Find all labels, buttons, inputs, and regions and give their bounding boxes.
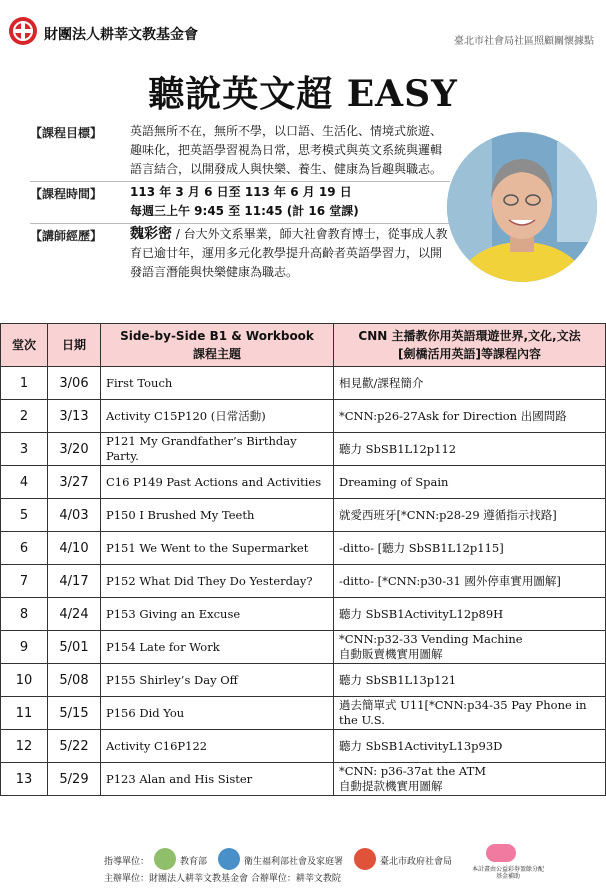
header-session: 堂次 <box>1 324 48 367</box>
cell-topic: P123 Alan and His Sister <box>101 763 334 796</box>
goal-label: 【課程目標】 <box>30 126 103 140</box>
lottery-note: 本計畫由公益彩券盈餘分配基金補助 <box>471 866 544 880</box>
cell-session: 4 <box>1 466 48 499</box>
cell-date: 4/10 <box>48 532 101 565</box>
cell-content: 聽力 SbSB1ActivityL12p89H <box>334 598 606 631</box>
cell-content: 相見歡/課程簡介 <box>334 367 606 400</box>
table-row <box>1 532 606 565</box>
cell-content: *CNN:p26-27Ask for Direction 出國問路 <box>334 400 606 433</box>
footer <box>0 840 606 889</box>
mohw-emblem-icon <box>218 848 240 870</box>
cell-content: 聽力 SbSB1L12p112 <box>334 433 606 466</box>
instructor-label: 【講師經歷】 <box>30 229 103 243</box>
cell-session: 3 <box>1 433 48 466</box>
cell-content: Dreaming of Spain <box>334 466 606 499</box>
cell-content: 過去簡單式 U11[*CNN:p34-35 Pay Phone in the U.S. <box>334 697 606 730</box>
header-topic-line1: Side-by-Side B1 & Workbook <box>120 329 314 343</box>
guide-unit-mohw: 衛生福利部社會及家庭署 <box>244 857 344 867</box>
cell-content: *CNN:p32-33 Vending Machine 自動販賣機實用圖解 <box>334 631 606 664</box>
table-row <box>1 697 606 730</box>
cell-content: -ditto- [聽力 SbSB1L12p115] <box>334 532 606 565</box>
cell-topic: Activity C16P122 <box>101 730 334 763</box>
cell-session: 11 <box>1 697 48 730</box>
table-row <box>1 598 606 631</box>
cell-content: -ditto- [*CNN:p30-31 國外停車實用圖解] <box>334 565 606 598</box>
instructor-bio: / 台大外文系畢業，師大社會教育博士，從事成人教育已逾廿年，運用多元化教學提升高齡者英語學習力，以開發語言潛能與快樂健康為職志。 <box>130 227 448 279</box>
cell-date: 5/22 <box>48 730 101 763</box>
cell-topic: First Touch <box>101 367 334 400</box>
guide-label: 指導單位： <box>104 857 150 867</box>
header-content-line2: [劍橋活用英語]等課程內容 <box>398 347 541 361</box>
instructor-name: 魏彩密 <box>130 226 172 242</box>
cell-date: 4/03 <box>48 499 101 532</box>
cell-session: 6 <box>1 532 48 565</box>
cell-topic: P152 What Did They Do Yesterday? <box>101 565 334 598</box>
cell-topic: Activity C15P120 (日常活動) <box>101 400 334 433</box>
header-topic <box>101 324 334 367</box>
cell-session: 10 <box>1 664 48 697</box>
time-schedule: 每週三上午 9:45 至 11:45 (計 16 堂課) <box>130 204 359 218</box>
header-topic-line2: 課程主題 <box>192 347 241 361</box>
instructor-row <box>30 224 450 284</box>
time-dates: 113 年 3 月 6 日至 113 年 6 月 19 日 <box>130 185 352 199</box>
cell-session: 5 <box>1 499 48 532</box>
cell-topic: P155 Shirley’s Day Off <box>101 664 334 697</box>
cell-date: 3/13 <box>48 400 101 433</box>
cell-content: *CNN: p36-37at the ATM 自動提款機實用圖解 <box>334 763 606 796</box>
header-date: 日期 <box>48 324 101 367</box>
course-info <box>30 121 450 284</box>
table-header-row <box>1 324 606 367</box>
cell-date: 3/06 <box>48 367 101 400</box>
table-row <box>1 664 606 697</box>
table-row <box>1 763 606 796</box>
foundation-logo-icon <box>8 16 38 46</box>
header <box>0 0 606 60</box>
time-row <box>30 182 450 224</box>
cell-date: 3/27 <box>48 466 101 499</box>
cell-topic: P151 We Went to the Supermarket <box>101 532 334 565</box>
instructor-portrait-icon <box>447 132 597 282</box>
cell-topic: C16 P149 Past Actions and Activities <box>101 466 334 499</box>
header-subtitle: 臺北市社會局社區照顧關懷據點 <box>454 36 594 47</box>
cell-topic: P154 Late for Work <box>101 631 334 664</box>
cell-session: 1 <box>1 367 48 400</box>
instructor-photo <box>447 132 597 282</box>
cell-content: 聽力 SbSB1ActivityL13p93D <box>334 730 606 763</box>
cell-date: 5/29 <box>48 763 101 796</box>
taipei-social-emblem-icon <box>354 848 376 870</box>
cell-session: 13 <box>1 763 48 796</box>
sponsor-line: 主辦單位：財團法人耕莘文教基金會 合辦單位：耕莘文教院 <box>104 874 341 884</box>
cell-content: 就愛西班牙[*CNN:p28-29 遵循指示找路] <box>334 499 606 532</box>
table-row <box>1 466 606 499</box>
cell-session: 9 <box>1 631 48 664</box>
lottery-emblem-icon <box>486 844 516 862</box>
cell-session: 7 <box>1 565 48 598</box>
cell-date: 3/20 <box>48 433 101 466</box>
guide-unit-taipei: 臺北市政府社會局 <box>380 857 453 867</box>
table-row <box>1 730 606 763</box>
cell-date: 4/24 <box>48 598 101 631</box>
header-content-line1: CNN 主播教你用英語環遊世界,文化,文法 <box>358 329 581 343</box>
cell-date: 5/08 <box>48 664 101 697</box>
moe-emblem-icon <box>154 848 176 870</box>
table-row <box>1 499 606 532</box>
table-row <box>1 367 606 400</box>
table-row <box>1 433 606 466</box>
cell-topic: P121 My Grandfather’s Birthday Party. <box>101 433 334 466</box>
table-row <box>1 631 606 664</box>
cell-session: 8 <box>1 598 48 631</box>
cell-session: 12 <box>1 730 48 763</box>
header-content <box>334 324 606 367</box>
cell-session: 2 <box>1 400 48 433</box>
cell-topic: P153 Giving an Excuse <box>101 598 334 631</box>
cell-topic: P156 Did You <box>101 697 334 730</box>
table-row <box>1 565 606 598</box>
cell-date: 5/15 <box>48 697 101 730</box>
goal-text: 英語無所不在，無所不學，以口語、生活化、情境式旅遊、趣味化，把英語學習視為日常，思考模式與英文系統與邏輯語言結合，以開發成人與快樂、養生、健康為旨趣與職志。 <box>130 124 443 176</box>
org-name: 財團法人耕莘文教基金會 <box>44 27 198 43</box>
cell-date: 5/01 <box>48 631 101 664</box>
table-row <box>1 400 606 433</box>
cell-content: 聽力 SbSB1L13p121 <box>334 664 606 697</box>
page-title: 聽說英文超 EASY <box>148 73 458 115</box>
schedule-table <box>0 323 606 796</box>
cell-topic: P150 I Brushed My Teeth <box>101 499 334 532</box>
goal-row <box>30 121 450 182</box>
guide-unit-moe: 教育部 <box>180 857 208 867</box>
time-label: 【課程時間】 <box>30 187 103 201</box>
cell-date: 4/17 <box>48 565 101 598</box>
